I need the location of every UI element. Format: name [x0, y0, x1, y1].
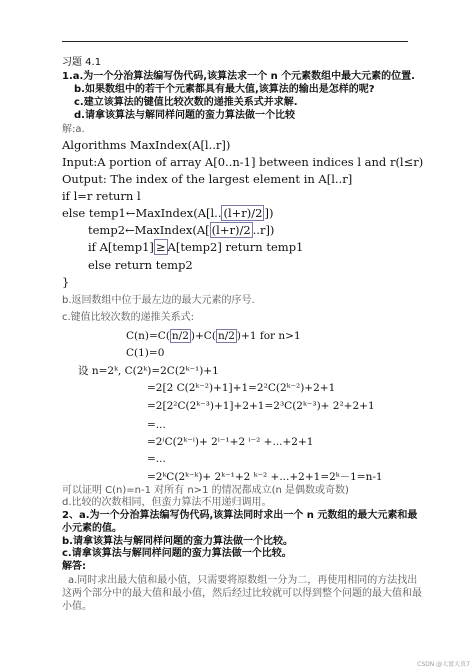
- question-1b: b.如果数组中的若干个元素都具有最大值,该算法的输出是怎样的呢?: [74, 84, 375, 95]
- recurrence-4: =2[2 C(2ᵏ⁻²)+1]+1=2²C(2ᵏ⁻²)+2+1: [147, 382, 336, 394]
- question-1c: c.建立该算法的键值比较次数的递推关系式并求解.: [74, 97, 298, 108]
- answer-2a-line-2: 这两个部分中的最大值和最小值，然后经过比较就可以得到整个问题的最大值和最: [62, 588, 422, 599]
- algo-line-4-prefix: if A[temp1]: [88, 240, 154, 254]
- recurrence-1-prefix: C(n)=C(: [126, 330, 170, 342]
- recurrence-8: =...: [147, 453, 166, 465]
- algo-close: }: [62, 275, 70, 289]
- floor-box: (l+r)/2: [211, 223, 251, 237]
- exercise-header: 习题 4.1: [62, 57, 102, 68]
- recurrence-3: 设 n=2ᵏ, C(2ᵏ)=2C(2ᵏ⁻¹)+1: [78, 365, 219, 377]
- top-rule: [62, 41, 408, 42]
- solution-label: 解:a.: [62, 124, 85, 135]
- recurrence-2: C(1)=0: [126, 347, 165, 359]
- algo-line-2-prefix: else temp1←MaxIndex(A[l..: [62, 206, 222, 220]
- recurrence-1-mid: )+C(: [190, 330, 216, 342]
- algo-line-4-suffix: A[temp2] return temp1: [167, 240, 304, 254]
- question-1a: 1.a.为一个分治算法编写伪代码,该算法求一个 n 个元素数组中最大元素的位置.: [62, 71, 415, 82]
- watermark: CSDN @大富大贵7: [417, 661, 470, 668]
- recurrence-7: =2ⁱC(2ᵏ⁻ⁱ)+ 2ⁱ⁻¹+2 ⁱ⁻² +...+2+1: [147, 436, 314, 448]
- algo-line-3-prefix: temp2←MaxIndex(A[: [88, 223, 210, 237]
- recurrence-1-suffix: )+1 for n>1: [236, 330, 301, 342]
- algo-line-1: if l=r return l: [62, 189, 141, 203]
- ceiling-box: n/2: [171, 330, 189, 342]
- algo-line-2-suffix: ]): [264, 206, 274, 220]
- recurrence-9: =2ᵏC(2ᵏ⁻ᵏ)+ 2ᵏ⁻¹+2 ᵏ⁻² +...+2+1=2ᵏ－1=n-1: [147, 471, 383, 483]
- recurrence-1: [126, 329, 301, 343]
- algo-line-5: else return temp2: [88, 258, 193, 272]
- question-2b: b.请拿该算法与解同样问题的蛮力算法做一个比较。: [62, 536, 293, 547]
- floor-box: (l+r)/2: [223, 206, 263, 220]
- algo-line-3: [88, 223, 274, 238]
- algo-title: Algorithms MaxIndex(A[l..r]): [62, 138, 231, 152]
- answer-2a-line-3: 小值。: [62, 601, 92, 612]
- question-2a-cont: 小元素的值。: [62, 523, 122, 534]
- algo-line-2: [62, 206, 273, 221]
- recurrence-5: =2[2²C(2ᵏ⁻³)+1]+2+1=2³C(2ᵏ⁻³)+ 2²+2+1: [147, 400, 375, 412]
- recurrence-6: =...: [147, 419, 166, 431]
- question-2c: c.请拿该算法与解同样问题的蛮力算法做一个比较。: [62, 548, 292, 559]
- algo-line-4: [88, 240, 303, 255]
- algo-input: Input:A portion of array A[0..n-1] between indices l and r(l≤r): [62, 155, 424, 169]
- answer-b: b.返回数组中位于最左边的最大元素的序号.: [62, 295, 255, 306]
- question-2a: 2、a.为一个分治算法编写伪代码,该算法同时求出一个 n 元数组的最大元素和最: [62, 510, 418, 521]
- comparison-box: ≥: [155, 240, 166, 254]
- proof-note: 可以证明 C(n)=n-1 对所有 n>1 的情况都成立(n 是偶数或奇数): [62, 485, 349, 496]
- algo-output: Output: The index of the largest element in A[l..r]: [62, 172, 353, 186]
- answer-c: c.键值比较次数的递推关系式:: [62, 312, 195, 323]
- algo-line-3-suffix: ..r]): [252, 223, 275, 237]
- answer-2a-line-1: a.同时求出最大值和最小值，只需要将原数组一分为二，再使用相同的方法找出: [68, 575, 418, 586]
- question-1d: d.请拿该算法与解同样问题的蛮力算法做一个比较: [74, 110, 295, 121]
- floor-box: n/2: [217, 330, 235, 342]
- solution-2-label: 解答:: [62, 561, 86, 572]
- answer-d: d.比较的次数相同，但蛮力算法不用递归调用。: [62, 497, 272, 508]
